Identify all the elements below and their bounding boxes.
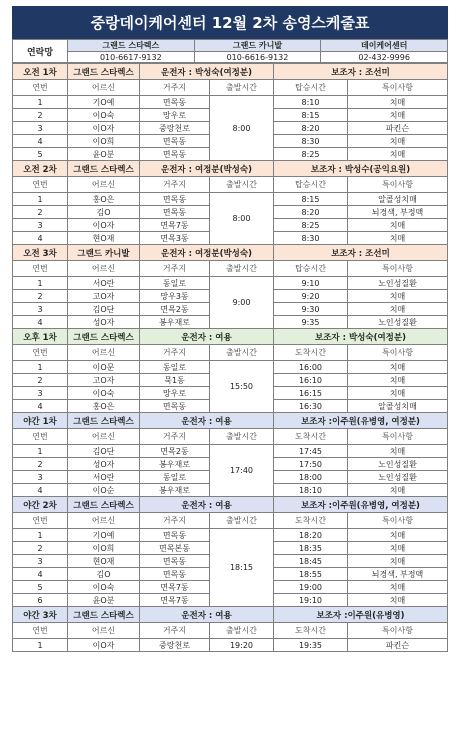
row-number: 3 (13, 122, 68, 135)
special-notes: 알콜성치매 (348, 193, 448, 206)
contact-table (12, 39, 448, 63)
column-header: 거주지 (140, 80, 210, 96)
special-notes: 치매 (348, 374, 448, 387)
section-assistant: 보조자 :이주원(유병영) (274, 607, 448, 623)
row-number: 2 (13, 290, 68, 303)
pickup-time: 16:00 (274, 361, 348, 374)
residence: 면목동 (140, 529, 210, 542)
residence: 면목동 (140, 96, 210, 109)
table-row (13, 529, 448, 542)
section-header (13, 161, 448, 177)
section-assistant: 보조자 : 박성숙(여정분) (274, 329, 448, 345)
column-header: 출발시간 (210, 177, 274, 193)
special-notes: 노인성질환 (348, 316, 448, 329)
residence: 묵1동 (140, 374, 210, 387)
residence: 동일로 (140, 361, 210, 374)
special-notes: 노인성질환 (348, 458, 448, 471)
row-number: 3 (13, 555, 68, 568)
row-number: 5 (13, 581, 68, 594)
residence: 면목동 (140, 193, 210, 206)
residence: 면목2동 (140, 445, 210, 458)
row-number: 3 (13, 387, 68, 400)
column-header: 특이사항 (348, 345, 448, 361)
residence: 망우3동 (140, 290, 210, 303)
column-header: 도착시간 (274, 513, 348, 529)
section-header (13, 497, 448, 513)
senior-name: 이O희 (68, 542, 140, 555)
column-header: 연번 (13, 177, 68, 193)
row-number: 4 (13, 484, 68, 497)
contact-label: 연락망 (13, 40, 68, 63)
contact-phone: 010-6617-9132 (68, 52, 195, 63)
row-number: 4 (13, 316, 68, 329)
table-row (13, 96, 448, 109)
column-header: 거주지 (140, 177, 210, 193)
column-header: 출발시간 (210, 345, 274, 361)
section-header (13, 245, 448, 261)
column-header: 연번 (13, 513, 68, 529)
residence: 동일로 (140, 277, 210, 290)
residence: 봉우재로 (140, 316, 210, 329)
residence: 면목동 (140, 135, 210, 148)
special-notes: 치매 (348, 109, 448, 122)
pickup-time: 18:10 (274, 484, 348, 497)
row-number: 1 (13, 277, 68, 290)
column-header-row (13, 623, 448, 639)
section-header (13, 607, 448, 623)
column-header: 특이사항 (348, 261, 448, 277)
senior-name: 현O재 (68, 555, 140, 568)
section-assistant: 보조자 :이주원(유병영, 여정분) (274, 413, 448, 429)
special-notes: 뇌경색, 부정맥 (348, 206, 448, 219)
special-notes: 치매 (348, 290, 448, 303)
residence: 면목본동 (140, 542, 210, 555)
column-header: 특이사항 (348, 429, 448, 445)
special-notes: 파킨슨 (348, 122, 448, 135)
row-number: 4 (13, 232, 68, 245)
residence: 면목7동 (140, 219, 210, 232)
column-header: 특이사항 (348, 177, 448, 193)
section-driver: 운전자 : 여용 (140, 413, 274, 429)
pickup-time: 19:10 (274, 594, 348, 607)
section-name: 오후 1차 (13, 329, 68, 345)
row-number: 5 (13, 148, 68, 161)
senior-name: 이O순 (68, 484, 140, 497)
row-number: 4 (13, 400, 68, 413)
column-header: 어르신 (68, 623, 140, 639)
senior-name: 김O단 (68, 445, 140, 458)
contact-name: 데이케어센터 (321, 40, 448, 52)
senior-name: 고O자 (68, 374, 140, 387)
residence: 면목3동 (140, 232, 210, 245)
column-header: 탑승시간 (274, 177, 348, 193)
senior-name: 이O문 (68, 361, 140, 374)
pickup-time: 18:55 (274, 568, 348, 581)
senior-name: 김O (68, 568, 140, 581)
senior-name: 성O자 (68, 316, 140, 329)
senior-name: 홍O은 (68, 193, 140, 206)
column-header: 출발시간 (210, 261, 274, 277)
column-header: 탑승시간 (274, 261, 348, 277)
residence: 면목동 (140, 148, 210, 161)
senior-name: 현O재 (68, 232, 140, 245)
residence: 봉우재로 (140, 458, 210, 471)
table-row (13, 193, 448, 206)
table-row (13, 361, 448, 374)
senior-name: 윤O분 (68, 148, 140, 161)
special-notes: 노인성질환 (348, 277, 448, 290)
senior-name: 서O란 (68, 471, 140, 484)
pickup-time: 18:20 (274, 529, 348, 542)
column-header: 어르신 (68, 261, 140, 277)
row-number: 3 (13, 471, 68, 484)
section-name: 야간 3차 (13, 607, 68, 623)
special-notes: 치매 (348, 594, 448, 607)
pickup-time: 8:25 (274, 148, 348, 161)
column-header: 도착시간 (274, 429, 348, 445)
column-header: 거주지 (140, 345, 210, 361)
section-vehicle: 그랜드 스타렉스 (68, 329, 140, 345)
senior-name: 김O (68, 206, 140, 219)
section-assistant: 보조자 : 박성수(공익요원) (274, 161, 448, 177)
section-driver: 운전자 : 여용 (140, 607, 274, 623)
contact-name: 그랜드 카니발 (194, 40, 321, 52)
special-notes: 치매 (348, 555, 448, 568)
column-header: 거주지 (140, 261, 210, 277)
special-notes: 치매 (348, 529, 448, 542)
column-header: 도착시간 (274, 345, 348, 361)
senior-name: 고O자 (68, 290, 140, 303)
pickup-time: 8:15 (274, 109, 348, 122)
pickup-time: 19:00 (274, 581, 348, 594)
senior-name: 김O단 (68, 303, 140, 316)
residence: 중랑천로 (140, 122, 210, 135)
special-notes: 파킨슨 (348, 639, 448, 652)
column-header: 어르신 (68, 429, 140, 445)
pickup-time: 18:35 (274, 542, 348, 555)
departure-time: 9:00 (210, 277, 274, 329)
section-assistant: 보조자 :이주원(유병영, 여정분) (274, 497, 448, 513)
departure-time: 17:40 (210, 445, 274, 497)
special-notes: 치매 (348, 484, 448, 497)
residence: 면목동 (140, 206, 210, 219)
pickup-time: 9:30 (274, 303, 348, 316)
section-assistant: 보조자 : 조선미 (274, 245, 448, 261)
pickup-time: 17:50 (274, 458, 348, 471)
pickup-time: 8:10 (274, 96, 348, 109)
special-notes: 치매 (348, 542, 448, 555)
row-number: 3 (13, 219, 68, 232)
row-number: 2 (13, 542, 68, 555)
special-notes: 치매 (348, 303, 448, 316)
table-row (13, 639, 448, 652)
column-header: 특이사항 (348, 80, 448, 96)
row-number: 3 (13, 303, 68, 316)
residence: 동일로 (140, 471, 210, 484)
special-notes: 알콜성치매 (348, 400, 448, 413)
section-vehicle: 그랜드 스타렉스 (68, 64, 140, 80)
senior-name: 기O예 (68, 96, 140, 109)
pickup-time: 18:00 (274, 471, 348, 484)
pickup-time: 16:10 (274, 374, 348, 387)
residence: 면목동 (140, 555, 210, 568)
senior-name: 이O희 (68, 135, 140, 148)
section-driver: 운전자 : 박성숙(여정분) (140, 64, 274, 80)
residence: 면목2동 (140, 303, 210, 316)
column-header: 연번 (13, 261, 68, 277)
column-header: 특이사항 (348, 513, 448, 529)
table-row (13, 277, 448, 290)
column-header: 어르신 (68, 177, 140, 193)
row-number: 1 (13, 361, 68, 374)
column-header: 연번 (13, 80, 68, 96)
special-notes: 치매 (348, 219, 448, 232)
column-header-row (13, 261, 448, 277)
senior-name: 이O숙 (68, 581, 140, 594)
page-title: 중랑데이케어센터 12월 2차 송영스케줄표 (12, 6, 448, 39)
pickup-time: 17:45 (274, 445, 348, 458)
special-notes: 뇌경색, 부정맥 (348, 568, 448, 581)
senior-name: 이O숙 (68, 109, 140, 122)
column-header-row (13, 177, 448, 193)
section-header (13, 329, 448, 345)
special-notes: 노인성질환 (348, 471, 448, 484)
section-vehicle: 그랜드 스타렉스 (68, 497, 140, 513)
row-number: 4 (13, 135, 68, 148)
column-header: 탑승시간 (274, 80, 348, 96)
column-header: 어르신 (68, 345, 140, 361)
special-notes: 치매 (348, 232, 448, 245)
column-header: 거주지 (140, 623, 210, 639)
pickup-time: 8:30 (274, 232, 348, 245)
row-number: 2 (13, 374, 68, 387)
residence: 면목7동 (140, 581, 210, 594)
contact-phone: 02-432-9996 (321, 52, 448, 63)
column-header: 거주지 (140, 429, 210, 445)
column-header: 어르신 (68, 80, 140, 96)
pickup-time: 19:35 (274, 639, 348, 652)
column-header-row (13, 513, 448, 529)
senior-name: 이O자 (68, 639, 140, 652)
section-assistant: 보조자 : 조선미 (274, 64, 448, 80)
section-name: 오전 3차 (13, 245, 68, 261)
departure-time: 8:00 (210, 96, 274, 161)
senior-name: 서O란 (68, 277, 140, 290)
section-name: 야간 2차 (13, 497, 68, 513)
section-name: 야간 1차 (13, 413, 68, 429)
senior-name: 이O자 (68, 122, 140, 135)
pickup-time: 8:20 (274, 206, 348, 219)
special-notes: 치매 (348, 445, 448, 458)
pickup-time: 8:20 (274, 122, 348, 135)
section-name: 오전 2차 (13, 161, 68, 177)
row-number: 2 (13, 206, 68, 219)
residence: 면목동 (140, 400, 210, 413)
special-notes: 치매 (348, 135, 448, 148)
senior-name: 홍O은 (68, 400, 140, 413)
senior-name: 이O숙 (68, 387, 140, 400)
schedule-table (12, 63, 448, 652)
senior-name: 윤O분 (68, 594, 140, 607)
special-notes: 치매 (348, 148, 448, 161)
residence: 면목동 (140, 568, 210, 581)
row-number: 2 (13, 458, 68, 471)
section-vehicle: 그랜드 스타렉스 (68, 413, 140, 429)
pickup-time: 9:10 (274, 277, 348, 290)
section-header (13, 64, 448, 80)
pickup-time: 9:35 (274, 316, 348, 329)
section-driver: 운전자 : 여용 (140, 497, 274, 513)
column-header: 도착시간 (274, 623, 348, 639)
column-header: 출발시간 (210, 429, 274, 445)
row-number: 4 (13, 568, 68, 581)
column-header: 거주지 (140, 513, 210, 529)
column-header-row (13, 345, 448, 361)
row-number: 6 (13, 594, 68, 607)
section-vehicle: 그랜드 스타렉스 (68, 607, 140, 623)
row-number: 2 (13, 109, 68, 122)
section-driver: 운전자 : 여용 (140, 329, 274, 345)
departure-time: 8:00 (210, 193, 274, 245)
senior-name: 이O자 (68, 219, 140, 232)
column-header-row (13, 429, 448, 445)
residence: 봉우재로 (140, 484, 210, 497)
contact-phone: 010-6616-9132 (194, 52, 321, 63)
section-driver: 운전자 : 여정분(박성숙) (140, 245, 274, 261)
departure-time: 19:20 (210, 639, 274, 652)
pickup-time: 16:30 (274, 400, 348, 413)
column-header: 연번 (13, 429, 68, 445)
section-name: 오전 1차 (13, 64, 68, 80)
pickup-time: 16:15 (274, 387, 348, 400)
table-row (13, 445, 448, 458)
row-number: 1 (13, 529, 68, 542)
pickup-time: 18:45 (274, 555, 348, 568)
section-driver: 운전자 : 여정분(박성숙) (140, 161, 274, 177)
pickup-time: 8:15 (274, 193, 348, 206)
column-header: 특이사항 (348, 623, 448, 639)
residence: 면목7동 (140, 594, 210, 607)
residence: 중랑천로 (140, 639, 210, 652)
column-header: 어르신 (68, 513, 140, 529)
residence: 망우로 (140, 109, 210, 122)
section-vehicle: 그랜드 스타렉스 (68, 161, 140, 177)
departure-time: 15:50 (210, 361, 274, 413)
pickup-time: 8:25 (274, 219, 348, 232)
section-header (13, 413, 448, 429)
special-notes: 치매 (348, 581, 448, 594)
column-header: 연번 (13, 345, 68, 361)
column-header: 연번 (13, 623, 68, 639)
column-header-row (13, 80, 448, 96)
special-notes: 치매 (348, 387, 448, 400)
row-number: 1 (13, 639, 68, 652)
special-notes: 치매 (348, 361, 448, 374)
schedule-sheet (12, 6, 448, 652)
row-number: 1 (13, 96, 68, 109)
senior-name: 성O자 (68, 458, 140, 471)
section-vehicle: 그랜드 카니발 (68, 245, 140, 261)
column-header: 출발시간 (210, 623, 274, 639)
column-header: 출발시간 (210, 513, 274, 529)
departure-time: 18:15 (210, 529, 274, 607)
residence: 망우로 (140, 387, 210, 400)
senior-name: 기O예 (68, 529, 140, 542)
row-number: 1 (13, 193, 68, 206)
pickup-time: 8:30 (274, 135, 348, 148)
column-header: 출발시간 (210, 80, 274, 96)
row-number: 1 (13, 445, 68, 458)
pickup-time: 9:20 (274, 290, 348, 303)
special-notes: 치매 (348, 96, 448, 109)
contact-name: 그랜드 스타렉스 (68, 40, 195, 52)
